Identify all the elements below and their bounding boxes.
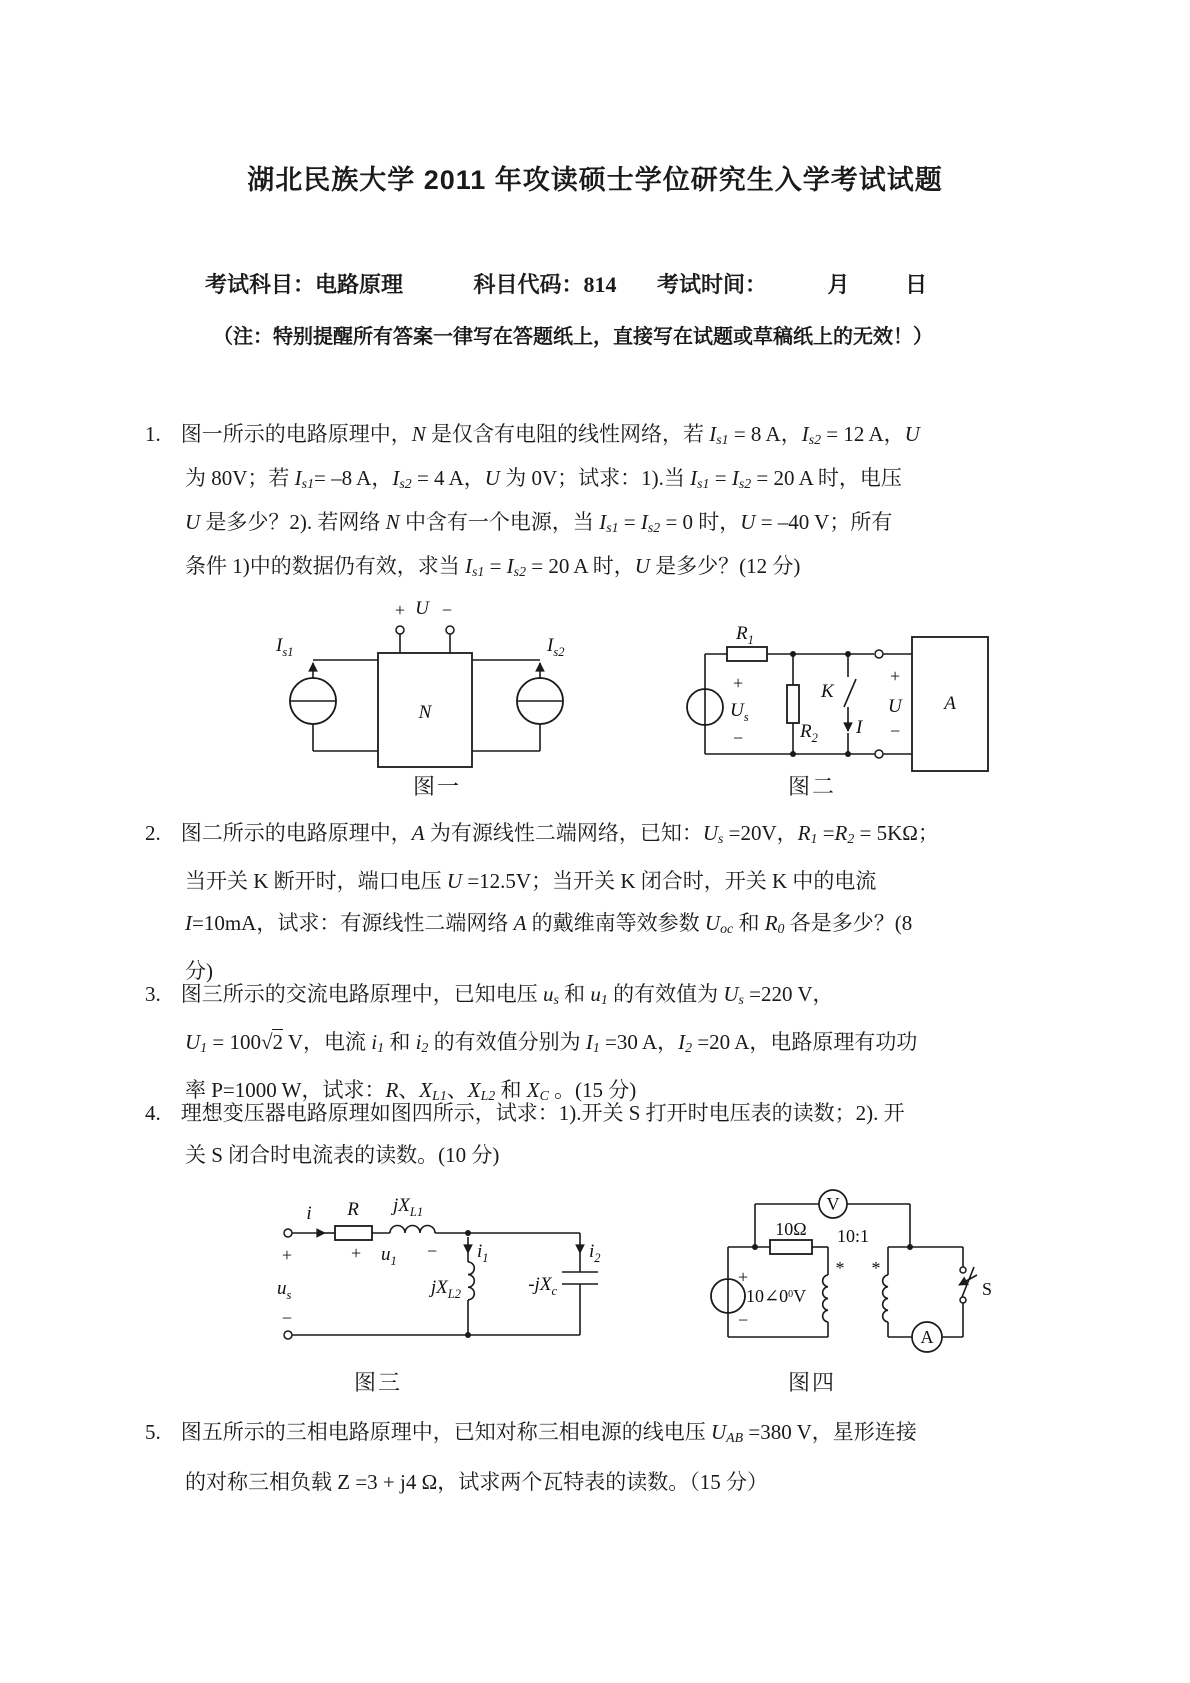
port-and-network-a (705, 637, 988, 771)
figure-2-circuit (640, 585, 1000, 785)
svg-text:−: − (738, 1310, 749, 1330)
question-1-number: 1. (145, 422, 161, 446)
svg-text:A: A (944, 693, 956, 714)
current-source-is1 (275, 635, 378, 751)
question-2-number: 2. (145, 821, 161, 845)
svg-text:i2: $i_2$ (589, 1241, 601, 1265)
svg-text:R: R (347, 1199, 359, 1220)
svg-text:Us: $U_s$ (730, 700, 749, 724)
subject-code-label: 科目代码：814 (473, 272, 617, 297)
current-source-is2 (472, 635, 564, 751)
resistor-10ohm (728, 1219, 828, 1254)
question-2 (145, 812, 1145, 992)
svg-text:jXL2: $jX_{L2}$ (430, 1277, 461, 1301)
figure-1-caption: 图一 (412, 774, 461, 799)
source-terminals-us (277, 1229, 292, 1339)
switch-k (820, 651, 864, 757)
svg-text:+: + (738, 1267, 749, 1287)
inductor-jxl1 (372, 1195, 580, 1268)
network-n-box (378, 653, 472, 767)
ac-source-10v (711, 1247, 806, 1337)
svg-text:N: N (418, 702, 432, 723)
question-3-number: 3. (145, 982, 161, 1006)
ammeter (888, 1322, 963, 1352)
svg-text:R2: $R_2$ (800, 721, 818, 745)
day-label: 日 (905, 272, 928, 297)
svg-text:*: * (835, 1258, 845, 1278)
svg-text:V: V (826, 1194, 840, 1214)
svg-text:i1: $i_1$ (477, 1241, 489, 1265)
svg-text:I: I (856, 717, 863, 738)
exam-time-label: 考试时间： (657, 272, 768, 297)
svg-text:−: − (441, 600, 453, 620)
svg-text:K: K (821, 681, 834, 702)
resistor-r2 (787, 651, 818, 757)
svg-text:−: − (733, 728, 744, 748)
exam-info-line (205, 268, 927, 299)
figure-4-circuit (690, 1185, 1010, 1355)
svg-text:u1: $u_1$ (381, 1244, 397, 1268)
question-4 (145, 1092, 1145, 1176)
terminal (446, 626, 454, 634)
figure-3-caption: 图三 (353, 1370, 402, 1395)
question-5 (145, 1410, 1145, 1505)
svg-text:R1: $R_1$ (736, 623, 754, 647)
question-5-number: 5. (145, 1420, 161, 1444)
svg-text:Is2: $I_{s2}$ (547, 635, 565, 659)
svg-text:+: + (733, 673, 744, 693)
svg-text:+: + (394, 600, 406, 620)
switch-s (888, 1247, 992, 1337)
svg-text:+: + (281, 1245, 293, 1265)
capacitor-jxc-branch (528, 1233, 600, 1335)
svg-text:−: − (281, 1308, 293, 1328)
svg-text:A: A (920, 1327, 934, 1347)
svg-text:-jXc: $-jX_c$ (528, 1274, 557, 1298)
svg-text:jXL1: $jX_{L1}$ (393, 1195, 424, 1219)
svg-text:i: i (306, 1203, 312, 1224)
svg-text:U: U (415, 598, 429, 619)
port-u-labels (395, 598, 454, 653)
figure-3-circuit (265, 1195, 605, 1360)
svg-text:us: $u_s$ (277, 1278, 292, 1302)
answer-note: （注：特别提醒所有答案一律写在答题纸上，直接写在试题或草稿纸上的无效！） (213, 326, 933, 348)
question-4-number: 4. (145, 1101, 161, 1125)
month-label: 月 (827, 272, 850, 297)
svg-text:*: * (871, 1258, 881, 1278)
figure-2-caption: 图二 (787, 774, 836, 799)
question-2-text: 图二所示的电路原理中，A 为有源线性二端网络，已知：Us =20V，R1 =R2 = 5KΩ； 当开关 K 断开时，端口电压 U =12.5V；当开关 K 闭合时，开关 K 中的电流 I=10mA，试求：有源线性二端网络 A 的戴维南等效参数 Uoc 和 R0 各是多少？(8 分) (180, 821, 939, 984)
svg-text:10Ω: 10Ω (775, 1219, 807, 1239)
page-title: 湖北民族大学 2011 年攻读硕士学位研究生入学考试试题 (247, 165, 943, 195)
svg-text:−: − (890, 721, 901, 741)
svg-text:+: + (351, 1243, 362, 1263)
svg-text:10:1: 10:1 (836, 1226, 870, 1246)
svg-text:+: + (890, 666, 901, 686)
current-i-arrow (292, 1203, 335, 1233)
transformer (823, 1226, 888, 1337)
svg-text:10∠00V: $10\angle 0^0V$ (746, 1286, 807, 1306)
terminal (396, 626, 404, 634)
question-4-text: 理想变压器电路原理如图四所示，试求：1).开关 S 打开时电压表的读数；2). 开 关 S 闭合时电流表的读数。(10 分) (180, 1101, 905, 1167)
svg-text:S: S (982, 1279, 993, 1299)
svg-text:−: − (427, 1241, 438, 1261)
svg-text:Is1: $I_{s1}$ (276, 635, 294, 659)
figure-1-circuit (250, 590, 580, 780)
voltage-source-us (687, 654, 749, 754)
svg-text:U: U (888, 696, 902, 717)
figure-4-caption: 图四 (787, 1370, 836, 1395)
question-1 (145, 415, 1145, 591)
question-5-text: 图五所示的三相电路原理中，已知对称三相电源的线电压 UAB =380 V，星形连接 的对称三相负载 Z =3 + j4 Ω，试求两个瓦特表的读数。（15 分） (180, 1420, 917, 1495)
question-1-text: 图一所示的电路原理中，N 是仅含有电阻的线性网络，若 Is1 = 8 A，Is2 = 12 A，U 为 80V；若 Is1= –8 A，Is2 = 4 A，U 为 0V；试求：1).当 Is1 = Is2 = 20 A 时，电压 U 是多少？2). 若网络 N 中含有一个电源，当 Is1 = Is2 = 0 时，U = –40 V；所有 条件 1)中的数据仍有效，求当 Is1 = Is2 = 20 A 时，U 是多少？(12 分) (180, 422, 920, 580)
subject-label: 考试科目：电路原理 (205, 272, 404, 297)
resistor-r (335, 1199, 372, 1263)
question-3-text: 图三所示的交流电路原理中，已知电压 us 和 u1 的有效值为 Us =220 V， U1 = 100√2 V，电流 i1 和 i2 的有效值分别为 I1 =30 A，I2 =20 A，电路原理有功功 率 P=1000 W，试求：R、XL1、XL2 和 XC 。(15 分) (180, 982, 918, 1104)
